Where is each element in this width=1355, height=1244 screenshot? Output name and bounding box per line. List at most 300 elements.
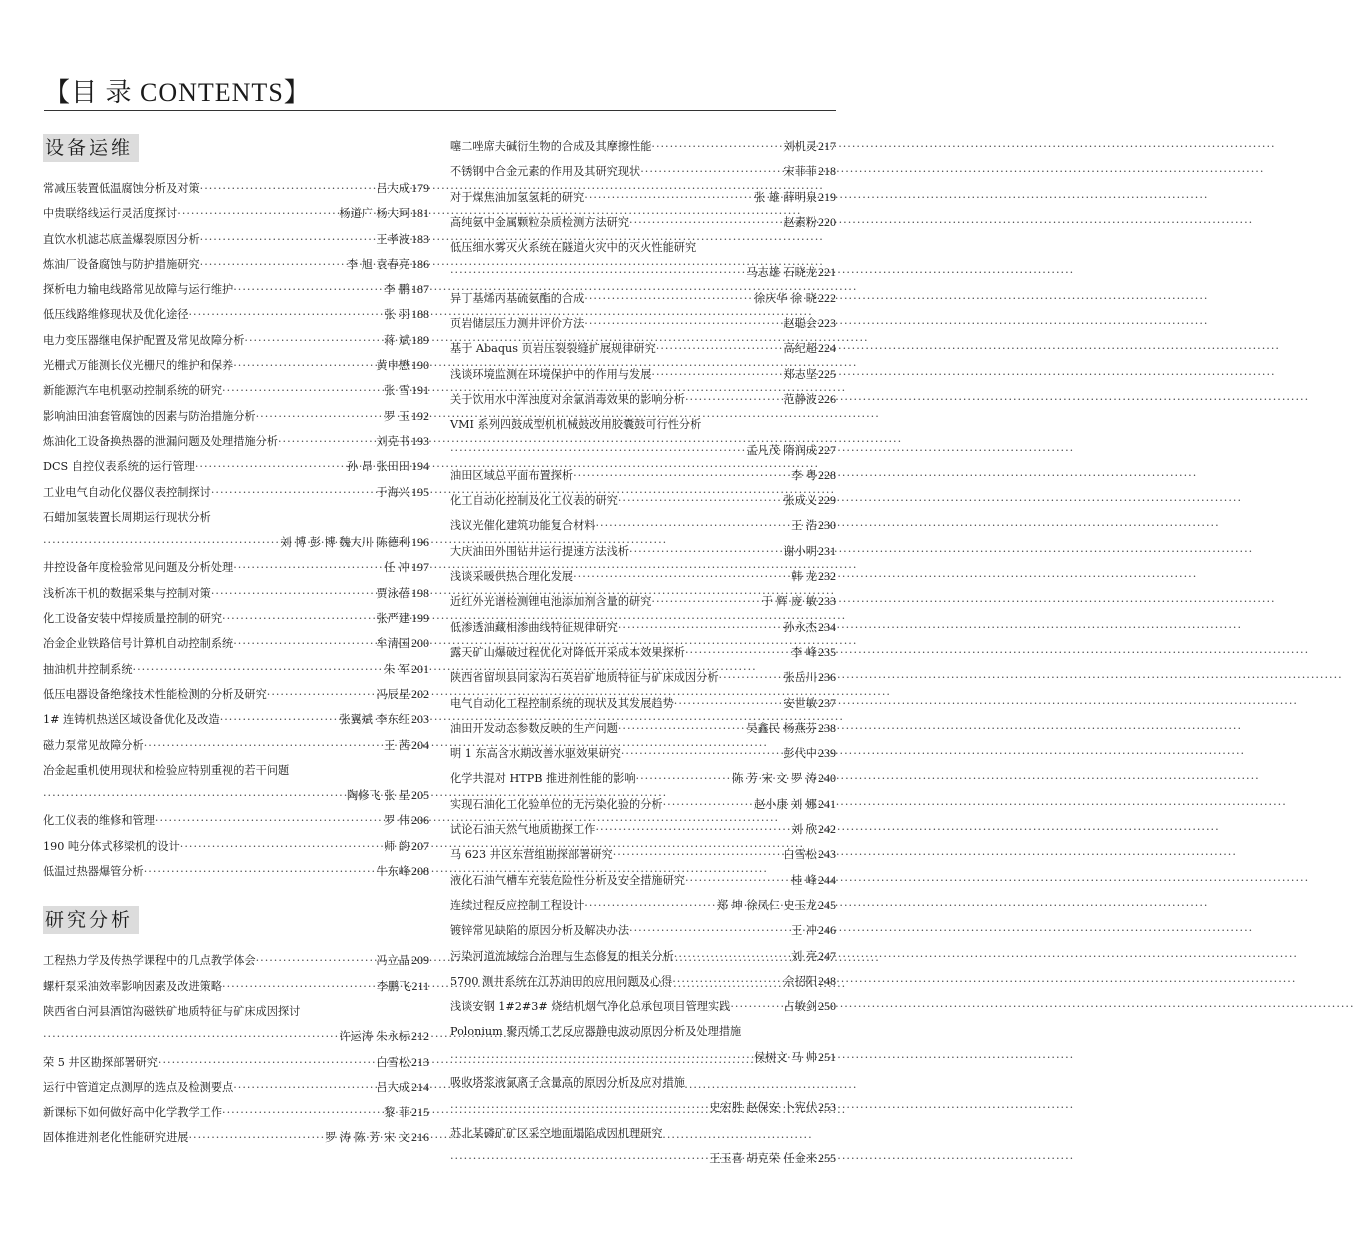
entry-title: 高纯氨中金属颗粒杂质检测方法研究	[450, 215, 630, 229]
entry-title: 1# 连铸机热送区域设备优化及改造	[43, 713, 220, 727]
entry-authors: 安世敏	[783, 696, 817, 710]
toc-entry[interactable]	[43, 1100, 429, 1125]
toc-entry[interactable]	[450, 893, 836, 918]
dot-leader	[278, 429, 374, 454]
toc-entry[interactable]	[450, 589, 836, 614]
entry-page: 243	[818, 847, 836, 862]
toc-entry[interactable]	[450, 463, 836, 488]
entry-page: 250	[818, 999, 836, 1014]
dot-leader	[636, 766, 731, 791]
entry-page: 187	[411, 282, 429, 297]
entry-authors: 杨道广 杨大珂	[339, 207, 410, 221]
contents-header	[44, 70, 836, 110]
entry-title: 炼油厂设备腐蚀与防护措施研究	[43, 257, 200, 271]
toc-entry[interactable]	[450, 918, 836, 943]
dot-leader	[200, 252, 345, 277]
entry-page: 214	[411, 1079, 429, 1094]
toc-entry[interactable]	[43, 657, 429, 682]
toc-entry[interactable]	[43, 252, 429, 277]
entry-page: 253	[818, 1100, 836, 1115]
entry-page: 195	[411, 484, 429, 499]
entry-authors: 张 雪	[384, 384, 410, 398]
entry-authors: 桂 峰	[791, 873, 817, 887]
entry-authors: 刘机灵	[783, 140, 817, 153]
entry-page: 206	[411, 813, 429, 828]
entry-authors: 徐庆华 徐 晓	[753, 291, 817, 305]
dot-leader	[719, 665, 782, 690]
dot-leader	[177, 201, 337, 226]
dot-leader	[685, 868, 789, 893]
toc-entry[interactable]	[450, 691, 836, 716]
entry-authors: 张严建	[376, 612, 410, 626]
left-column	[43, 128, 429, 1151]
dot-leader	[222, 974, 375, 999]
dot-leader	[256, 948, 375, 973]
entry-title: 吸收塔浆液氯离子含量高的原因分析及应对措施	[450, 1075, 685, 1089]
entry-title: 炼油化工设备换热器的泄漏问题及处理措施分析	[43, 434, 278, 448]
toc-entry[interactable]	[450, 817, 836, 842]
dot-leader	[730, 994, 781, 1019]
dot-leader	[267, 682, 375, 707]
dot-leader	[211, 581, 375, 606]
entry-title: 化工设备安装中焊接质量控制的研究	[43, 612, 223, 626]
entry-title: 陕西省留坝县同家沟石英岩矿地质特征与矿床成因分析	[450, 671, 719, 685]
entry-title: 探析电力输电线路常见故障与运行维护	[43, 283, 234, 297]
toc-entry[interactable]	[450, 513, 836, 538]
toc-entry[interactable]	[450, 868, 836, 893]
entry-authors: 宋菲菲	[783, 165, 817, 179]
toc-entry[interactable]	[43, 682, 429, 707]
toc-entry[interactable]	[43, 353, 429, 378]
entry-authors: 彭代中	[783, 747, 817, 761]
entry-title: 油田开发动态参数反映的生产问题	[450, 721, 618, 735]
entry-title: 明 1 东高含水期改善水驱效果研究	[450, 747, 621, 761]
toc-entry[interactable]	[450, 539, 836, 564]
toc-entry[interactable]	[450, 488, 836, 513]
entry-authors: 占敏剑	[783, 1000, 817, 1014]
toc-entry[interactable]	[43, 808, 429, 833]
entry-title: 电力变压器继电保护配置及常见故障分析	[43, 333, 245, 347]
entry-authors: 贾泳蓓	[376, 586, 410, 600]
entry-authors: 谢小明	[783, 544, 817, 558]
entry-title: 化工自动化控制及化工仪表的研究	[450, 494, 618, 508]
toc-entry[interactable]	[450, 210, 836, 235]
entry-authors: 韩 龙	[791, 570, 817, 584]
entry-authors: 师 韵	[384, 839, 410, 853]
entry-page: 192	[411, 408, 429, 423]
entry-authors: 黎 菲	[384, 1106, 410, 1120]
entry-page: 190	[411, 358, 429, 373]
dot-leader	[685, 640, 789, 665]
entry-title: 常减压装置低温腐蚀分析及对策	[43, 182, 200, 195]
entry-title: 新能源汽车电机驱动控制系统的研究	[43, 384, 223, 398]
toc-entry[interactable]	[450, 362, 836, 387]
entry-title: 试论石油天然气地质勘探工作	[450, 823, 596, 837]
entry-authors: 王孝波	[376, 232, 410, 246]
dot-leader	[573, 564, 789, 589]
entry-page: 237	[818, 695, 836, 710]
entry-page: 212	[411, 1029, 429, 1044]
toc-entry[interactable]	[43, 758, 429, 809]
right-column	[450, 134, 836, 1171]
entry-page: 251	[818, 1049, 836, 1064]
entry-authors: 陶修飞 张 星	[346, 789, 410, 803]
entry-authors: 王 冲	[791, 924, 817, 938]
toc-entry[interactable]	[43, 378, 429, 403]
dot-leader	[180, 834, 382, 859]
entry-authors: 高纪超	[783, 342, 817, 356]
toc-entry[interactable]	[450, 944, 836, 969]
dot-leader	[618, 615, 782, 640]
entry-authors: 王 茜	[384, 738, 410, 752]
dot-leader	[450, 260, 744, 285]
dot-leader	[573, 463, 789, 488]
entry-authors: 李 旭 袁春亮	[346, 257, 410, 271]
dot-leader	[43, 1024, 337, 1049]
entry-title: 关于饮用水中浑浊度对余氯消毒效果的影响分析	[450, 392, 685, 406]
toc-entry[interactable]	[450, 185, 836, 210]
entry-page: 219	[818, 189, 836, 204]
dot-leader	[584, 311, 781, 336]
toc-entry[interactable]	[43, 581, 429, 606]
entry-page: 217	[818, 139, 836, 153]
entry-title: 井控设备年度检验常见问题及分析处理	[43, 561, 234, 575]
entry-page: 223	[818, 316, 836, 331]
dot-leader	[685, 387, 781, 412]
entry-authors: 刘克书	[376, 434, 410, 448]
toc-entry[interactable]	[43, 302, 429, 327]
entry-authors: 王 浩	[791, 519, 817, 533]
entry-title: 化工仪表的维修和管理	[43, 814, 155, 828]
toc-entry[interactable]	[43, 1125, 429, 1150]
dot-leader	[613, 842, 782, 867]
toc-entry[interactable]	[450, 412, 836, 463]
entry-page: 248	[818, 973, 836, 988]
entry-title: 磁力泵常见故障分析	[43, 738, 144, 752]
dot-leader	[629, 918, 789, 943]
dot-leader	[595, 817, 789, 842]
entry-authors: 张 羽	[384, 308, 410, 322]
dot-leader	[584, 185, 752, 210]
dot-leader	[450, 1045, 752, 1070]
section-heading-research: 研究分析	[43, 906, 139, 934]
dot-leader	[674, 691, 782, 716]
entry-authors: 白雪松	[783, 848, 817, 862]
entry-title: 液化石油气槽车充装危险性分析及安全措施研究	[450, 873, 685, 887]
toc-entry[interactable]	[450, 741, 836, 766]
entry-authors: 罗 涛 陈 芳 宋 文	[325, 1131, 410, 1145]
dot-leader	[195, 454, 345, 479]
dot-leader	[200, 176, 375, 201]
toc-entry[interactable]	[450, 336, 836, 361]
dot-leader	[158, 1050, 375, 1075]
dot-leader	[43, 530, 278, 555]
toc-entry[interactable]	[43, 1050, 429, 1075]
entry-title: 噻二唑席夫碱衍生物的合成及其摩擦性能	[450, 140, 652, 153]
dot-leader	[155, 808, 382, 833]
entry-page: 203	[411, 712, 429, 727]
toc-entry[interactable]	[450, 159, 836, 184]
toc-entry[interactable]	[450, 1121, 836, 1172]
toc-entry[interactable]	[450, 994, 836, 1019]
toc-entry[interactable]	[43, 1075, 429, 1100]
entry-title: 基于 Abaqus 页岩压裂裂缝扩展规律研究	[450, 342, 656, 356]
entry-page: 231	[818, 543, 836, 558]
entry-authors: 郑志坚	[783, 367, 817, 381]
entry-authors: 冯辰星	[376, 687, 410, 701]
entry-title: 大庆油田外围钻井运行提速方法浅析	[450, 544, 630, 558]
entry-authors: 蒋 斌	[384, 333, 410, 347]
entry-page: 215	[411, 1105, 429, 1120]
entry-page: 241	[818, 796, 836, 811]
toc-entry[interactable]	[43, 733, 429, 758]
toc-entry[interactable]	[43, 404, 429, 429]
entry-authors: 佘招阳	[783, 974, 817, 988]
dot-leader	[450, 438, 744, 463]
dot-leader	[188, 302, 382, 327]
entry-authors: 孙 昂 张田田	[346, 460, 410, 474]
entry-page: 213	[411, 1054, 429, 1069]
toc-entry[interactable]	[450, 842, 836, 867]
entry-page: 220	[818, 214, 836, 229]
dot-leader	[663, 792, 752, 817]
entry-page: 207	[411, 838, 429, 853]
entry-title: 低压电器设备绝缘技术性能检测的分析及研究	[43, 687, 267, 701]
entry-page: 226	[818, 391, 836, 406]
entry-authors: 于海兴	[376, 485, 410, 499]
entry-authors: 侯树文 马 帅	[753, 1050, 817, 1064]
entry-authors: 牟清国	[376, 637, 410, 651]
entry-page: 239	[818, 746, 836, 761]
toc-entry[interactable]	[450, 564, 836, 589]
entry-title: VMI 系列四鼓成型机机械鼓改用胶囊鼓可行性分析	[450, 418, 702, 432]
toc-entry[interactable]	[43, 429, 429, 454]
toc-entry[interactable]	[43, 974, 429, 999]
entry-title: DCS 自控仪表系统的运行管理	[43, 460, 195, 474]
entry-title: 近红外光谱检测锂电池添加剂含量的研究	[450, 595, 652, 609]
toc-entry[interactable]	[450, 665, 836, 690]
toc-entry[interactable]	[43, 277, 429, 302]
dot-leader	[211, 480, 375, 505]
entry-title: 石蜡加氢装置长周期运行现状分析	[43, 510, 211, 524]
toc-entry[interactable]	[43, 201, 429, 226]
entry-title: 苏北某磷矿矿区采空地面塌陷成因机理研究	[450, 1126, 663, 1140]
dot-leader	[133, 657, 383, 682]
toc-entry[interactable]	[450, 792, 836, 817]
entry-title: 低温过热器爆管分析	[43, 865, 144, 879]
entry-page: 222	[818, 290, 836, 305]
entry-page: 236	[818, 670, 836, 685]
toc-entry[interactable]	[43, 948, 429, 973]
entry-page: 211	[411, 978, 429, 993]
entry-page: 218	[818, 164, 836, 179]
entry-page: 181	[411, 206, 429, 221]
entry-authors: 赵素粉	[783, 215, 817, 229]
entry-page: 199	[411, 611, 429, 626]
entry-authors: 李鹏飞	[376, 979, 411, 993]
dot-leader	[640, 159, 781, 184]
entry-authors: 赵聪会	[783, 317, 817, 331]
entry-page: 224	[818, 341, 836, 356]
dot-leader	[220, 707, 338, 732]
entry-title: 露天矿山爆破过程优化对降低开采成本效果探析	[450, 645, 685, 659]
entry-page: 179	[411, 181, 429, 195]
dot-leader	[674, 944, 789, 969]
entry-page: 202	[411, 686, 429, 701]
toc-entry[interactable]	[43, 454, 429, 479]
entry-title: 荣 5 井区勘探部署研究	[43, 1055, 158, 1069]
entry-authors: 刘 亮	[791, 949, 817, 963]
entry-title: 工程热力学及传热学课程中的几点教学体会	[43, 954, 256, 968]
continued-entry-list	[450, 134, 836, 1171]
entry-authors: 刘 欣	[791, 823, 817, 837]
entry-page: 208	[411, 864, 429, 879]
entry-page: 238	[818, 720, 836, 735]
dot-leader	[222, 1100, 382, 1125]
toc-entry[interactable]	[43, 176, 429, 201]
entry-page: 232	[818, 569, 836, 584]
entry-authors: 任 冲	[384, 561, 410, 575]
toc-entry[interactable]	[43, 834, 429, 859]
entry-title: 直饮水机滤芯底盖爆裂原因分析	[43, 232, 200, 246]
dot-leader	[656, 336, 782, 361]
dot-leader	[618, 716, 744, 741]
entry-page: 209	[411, 953, 429, 968]
entry-title: 固体推进剂老化性能研究进展	[43, 1131, 189, 1145]
dot-leader	[584, 893, 715, 918]
equipment-entry-list	[43, 176, 429, 884]
dot-leader	[200, 227, 375, 252]
entry-title: 化学共混对 HTPB 推进剂性能的影响	[450, 772, 636, 786]
dot-leader	[651, 362, 781, 387]
toc-entry[interactable]	[43, 328, 429, 353]
entry-title: 工业电气自动化仪器仪表控制探讨	[43, 485, 211, 499]
entry-authors: 吕大成	[376, 182, 410, 195]
entry-authors: 许运涛 朱永标	[339, 1030, 410, 1044]
toc-entry[interactable]	[43, 999, 429, 1050]
entry-authors: 冯立晶	[376, 954, 410, 968]
entry-title: Polonium 聚丙烯工艺反应器静电波动原因分析及处理措施	[450, 1025, 742, 1039]
entry-page: 245	[818, 897, 836, 912]
entry-title: 中贵联络线运行灵活度探讨	[43, 207, 178, 221]
toc-entry[interactable]	[450, 640, 836, 665]
entry-page: 221	[818, 265, 836, 280]
toc-entry[interactable]	[43, 480, 429, 505]
entry-title: 电气自动化工程控制系统的现状及其发展趋势	[450, 696, 674, 710]
entry-page: 186	[411, 256, 429, 271]
entry-page: 234	[818, 619, 836, 634]
entry-title: 影响油田油套管腐蚀的因素与防治措施分析	[43, 409, 256, 423]
toc-entry[interactable]	[43, 631, 429, 656]
dot-leader	[222, 606, 374, 631]
entry-title: 异丁基烯丙基硫氨酯的合成	[450, 291, 585, 305]
toc-entry[interactable]	[43, 227, 429, 252]
entry-authors: 牛东峰	[376, 865, 410, 879]
entry-page: 194	[411, 459, 429, 474]
entry-authors: 罗 伟	[384, 814, 410, 828]
entry-title: 实现石油化工化验单位的无污染化验的分析	[450, 797, 663, 811]
entry-page: 246	[818, 923, 836, 938]
entry-authors: 孟凡茂 隋润成	[746, 443, 817, 457]
dot-leader	[222, 378, 382, 403]
toc-entry[interactable]	[43, 606, 429, 631]
entry-page: 225	[818, 366, 836, 381]
toc-entry[interactable]	[450, 286, 836, 311]
entry-page: 188	[411, 307, 429, 322]
dot-leader	[672, 969, 781, 994]
entry-authors: 郑 坤 徐凤仁 史玉龙	[716, 898, 817, 912]
dot-leader	[256, 404, 382, 429]
toc-entry[interactable]	[450, 1070, 836, 1121]
entry-authors: 李 峰	[791, 645, 817, 659]
entry-authors: 黄申懋	[376, 359, 410, 373]
entry-page: 216	[411, 1130, 429, 1145]
toc-entry[interactable]	[43, 505, 429, 556]
entry-authors: 张成义	[783, 494, 817, 508]
toc-entry[interactable]	[450, 235, 836, 286]
entry-title: 污染河道流域综合治理与生态修复的相关分析	[450, 949, 674, 963]
entry-title: 浅谈环境监测在环境保护中的作用与发展	[450, 367, 652, 381]
toc-entry[interactable]	[43, 555, 429, 580]
page-title: 【目 录 CONTENTS】	[44, 78, 311, 107]
dot-leader	[188, 1125, 323, 1150]
entry-page: 196	[411, 535, 429, 550]
dot-leader	[621, 741, 782, 766]
toc-entry[interactable]	[43, 707, 429, 732]
entry-page: 183	[411, 231, 429, 246]
dot-leader	[233, 631, 374, 656]
entry-page: 227	[818, 442, 836, 457]
toc-entry[interactable]	[450, 716, 836, 741]
entry-authors: 史宏胜 赵保安 卜宪伏	[709, 1101, 817, 1115]
dot-leader	[450, 1146, 707, 1171]
toc-entry[interactable]	[450, 387, 836, 412]
entry-title: 油田区域总平面布置探析	[450, 468, 574, 482]
dot-leader	[233, 1075, 374, 1100]
dot-leader	[450, 1095, 707, 1120]
entry-page: 247	[818, 948, 836, 963]
entry-authors: 张翼斌 李东红	[339, 713, 410, 727]
dot-leader	[629, 539, 781, 564]
toc-entry[interactable]	[450, 969, 836, 994]
entry-authors: 朱 军	[384, 662, 410, 676]
entry-page: 242	[818, 822, 836, 837]
entry-title: 冶金起重机使用现状和检验应特别重视的若干问题	[43, 763, 290, 777]
entry-authors: 陈 芳 宋 文 罗 涛	[732, 772, 817, 786]
toc-entry[interactable]	[450, 766, 836, 791]
entry-authors: 范静波	[783, 392, 817, 406]
entry-page: 233	[818, 594, 836, 609]
entry-authors: 赵小康 刘 娜	[753, 797, 817, 811]
entry-title: 螺杆泵采油效率影响因素及改进策略	[43, 979, 223, 993]
entry-title: 浅议光催化建筑功能复合材料	[450, 519, 596, 533]
dot-leader	[651, 134, 781, 159]
entry-title: 不锈钢中合金元素的作用及其研究现状	[450, 165, 641, 179]
toc-entry[interactable]	[450, 1019, 836, 1070]
entry-authors: 张岳川	[783, 671, 817, 685]
entry-authors: 李 粤	[791, 468, 817, 482]
toc-entry[interactable]	[450, 615, 836, 640]
toc-entry[interactable]	[43, 859, 429, 884]
entry-authors: 吴鑫民 杨燕芬	[746, 721, 817, 735]
toc-entry[interactable]	[450, 134, 836, 159]
entry-title: 对于煤焦油加氢氢耗的研究	[450, 190, 585, 204]
entry-title: 浅谈安钢 1#2#3# 烧结机烟气净化总承包项目管理实践	[450, 1000, 731, 1014]
entry-title: 冶金企业铁路信号计算机自动控制系统	[43, 637, 234, 651]
toc-entry[interactable]	[450, 311, 836, 336]
entry-title: 190 吨分体式移梁机的设计	[43, 839, 180, 853]
dot-leader	[595, 513, 789, 538]
